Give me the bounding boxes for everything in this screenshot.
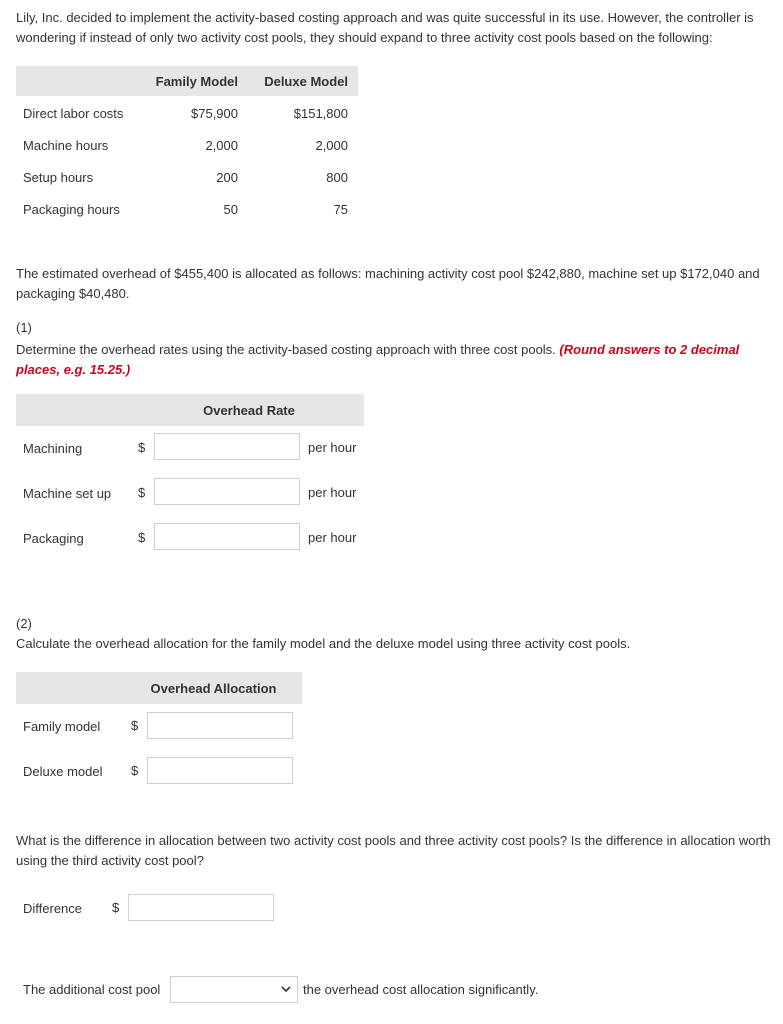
part1-round-instruction: (Round answers to 2 decimal places, e.g. 15.25.) — [16, 342, 740, 377]
deluxe-allocation-input[interactable] — [147, 757, 293, 784]
rate-unit-packaging: per hour — [308, 530, 357, 545]
family-setup-hours: 200 — [216, 170, 238, 185]
deluxe-model-header: Deluxe Model — [264, 74, 348, 89]
part1-question — [16, 340, 776, 380]
deluxe-setup-hours: 800 — [326, 170, 348, 185]
difference-question: What is the difference in allocation between two activity cost pools and three activity cost pools? Is the difference in allocation worth using the third activity cost pool? — [16, 833, 771, 868]
part1-number: (1) — [16, 320, 32, 335]
rate-currency-machine-setup: $ — [138, 485, 146, 500]
rate-unit-machining: per hour — [308, 440, 357, 455]
allocation-label-family: Family model — [23, 719, 101, 734]
conclusion-suffix: the overhead cost allocation significantly. — [303, 982, 539, 997]
part2-number: (2) — [16, 616, 32, 631]
family-direct-labor: $75,900 — [191, 106, 238, 121]
difference-input[interactable] — [128, 894, 274, 921]
chevron-down-icon — [279, 982, 293, 996]
deluxe-direct-labor: $151,800 — [293, 106, 348, 121]
row-label-machine-hours: Machine hours — [23, 138, 109, 153]
row-label-setup-hours: Setup hours — [23, 170, 94, 185]
row-label-direct-labor: Direct labor costs — [23, 106, 124, 121]
additional-cost-pool-select[interactable] — [170, 976, 298, 1003]
deluxe-machine-hours: 2,000 — [315, 138, 348, 153]
allocation-currency-deluxe: $ — [131, 763, 139, 778]
family-machine-hours: 2,000 — [205, 138, 238, 153]
family-allocation-input[interactable] — [147, 712, 293, 739]
overhead-text: The estimated overhead of $455,400 is allocated as follows: machining activity cost pool $242,880, machine set up $172,040 and packaging $40,480. — [16, 266, 760, 301]
family-model-header: Family Model — [155, 74, 238, 89]
part2-question: Calculate the overhead allocation for the family model and the deluxe model using three activity cost pools. — [16, 636, 631, 651]
deluxe-packaging-hours: 75 — [333, 202, 348, 217]
intro-text: Lily, Inc. decided to implement the activity-based costing approach and was quite successful in its use. However, the controller is wondering if instead of only two activity cost pools, they should expand to three activity cost pools based on the following: — [16, 10, 754, 45]
packaging-rate-input[interactable] — [154, 523, 300, 550]
machine-setup-rate-input[interactable] — [154, 478, 300, 505]
machining-rate-input[interactable] — [154, 433, 300, 460]
rate-unit-machine-setup: per hour — [308, 485, 357, 500]
rate-label-machine-setup: Machine set up — [23, 486, 112, 501]
difference-label: Difference — [23, 901, 83, 916]
conclusion-prefix: The additional cost pool — [23, 982, 161, 997]
allocation-currency-family: $ — [131, 718, 139, 733]
difference-currency: $ — [112, 900, 120, 915]
part1-question-text: Determine the overhead rates using the activity-based costing approach with three cost pools. — [16, 342, 560, 357]
rate-label-machining: Machining — [23, 441, 83, 456]
overhead-rate-header: Overhead Rate — [203, 403, 295, 418]
family-packaging-hours: 50 — [223, 202, 238, 217]
rate-label-packaging: Packaging — [23, 531, 84, 546]
allocation-label-deluxe: Deluxe model — [23, 764, 103, 779]
row-label-packaging-hours: Packaging hours — [23, 202, 120, 217]
rate-currency-machining: $ — [138, 440, 146, 455]
overhead-allocation-header: Overhead Allocation — [150, 681, 277, 696]
rate-currency-packaging: $ — [138, 530, 146, 545]
